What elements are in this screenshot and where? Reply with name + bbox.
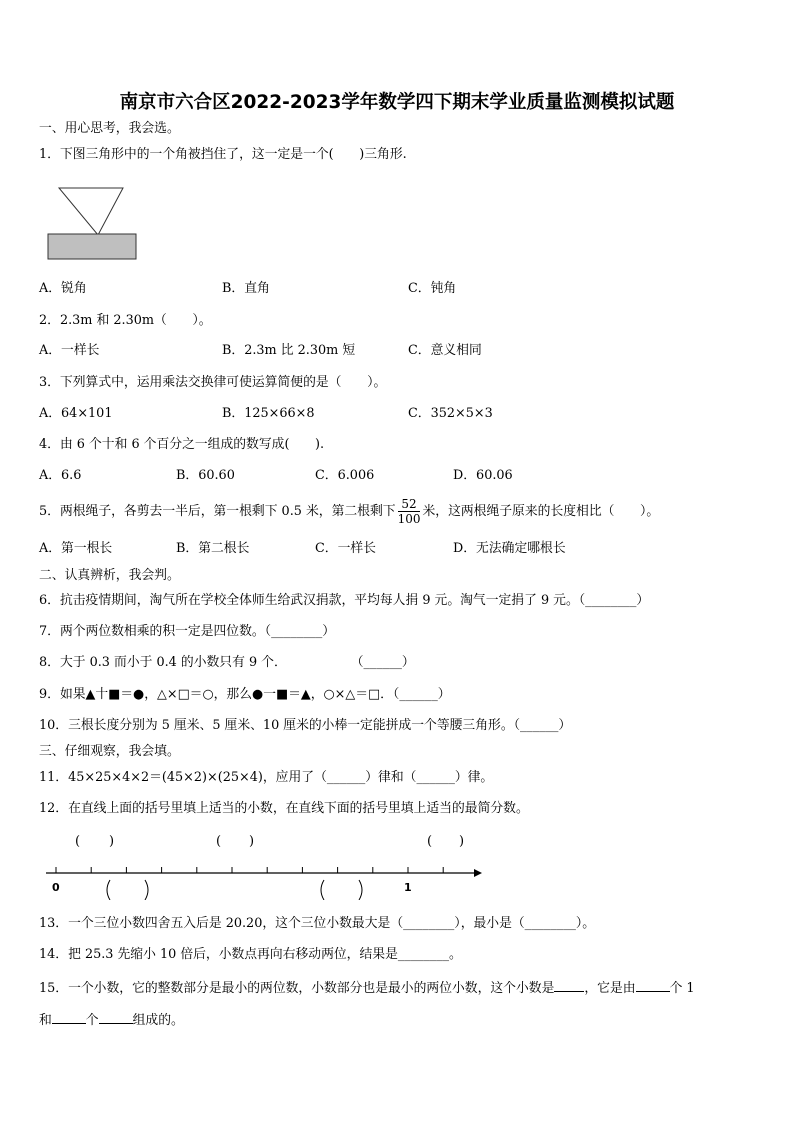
q15-blank-4[interactable] (99, 1011, 133, 1024)
q3-option-c[interactable]: C．352×5×3 (408, 406, 493, 421)
top-paren-right-2: ) (249, 834, 255, 849)
section-heading-1: 一、用心思考，我会选。 (39, 121, 180, 136)
q5-option-b[interactable]: B．第二根长 (176, 541, 250, 556)
q2-option-c[interactable]: C．意义相同 (408, 343, 482, 358)
cover-rectangle (48, 234, 136, 259)
question-11: 11．45×25×4×2＝(45×2)×(25×4)，应用了（______）律和（______）律。 (39, 770, 494, 785)
question-12: 12．在直线上面的括号里填上适当的小数，在直线下面的括号里填上适当的最简分数。 (39, 801, 529, 816)
question-3: 3．下列算式中，运用乘法交换律可使运算简便的是（ ）。 (39, 375, 387, 390)
fraction-52-100 (398, 497, 421, 526)
q15-text-b: ，它是由 (584, 981, 636, 996)
top-paren-left-1: ( (75, 834, 81, 849)
top-paren-right-3: ) (459, 834, 465, 849)
number-line-label-0: 0 (52, 881, 60, 894)
q15-blank-2[interactable] (636, 979, 670, 992)
question-15-line-2 (39, 1011, 184, 1029)
question-1: 1．下图三角形中的一个角被挡住了，这一定是一个( )三角形. (39, 147, 407, 162)
q3-option-b[interactable]: B．125×66×8 (222, 406, 315, 421)
top-paren-left-2: ( (216, 834, 222, 849)
question-7: 7．两个两位数相乘的积一定是四位数。（________） (39, 624, 336, 639)
q1-option-a[interactable]: A．锐角 (39, 281, 87, 296)
triangle-shape (59, 188, 123, 235)
q5-option-c[interactable]: C．一样长 (315, 541, 376, 556)
q4-option-d[interactable]: D．60.06 (453, 468, 513, 483)
q5-stem-post: 米，这两根绳子原来的长度相比（ ）。 (422, 504, 660, 519)
q5-option-a[interactable]: A．第一根长 (39, 541, 113, 556)
fraction-numerator: 52 (398, 497, 421, 512)
q15-blank-1[interactable] (554, 979, 584, 992)
question-14: 14．把 25.3 先缩小 10 倍后，小数点再向右移动两位，结果是________。 (39, 947, 462, 962)
q3-option-a[interactable]: A．64×101 (39, 406, 113, 421)
q15-text-a: 15．一个小数，它的整数部分是最小的两位数，小数部分也是最小的两位小数，这个小数是 (39, 981, 555, 996)
q2-option-a[interactable]: A．一样长 (39, 343, 100, 358)
page-title: 南京市六合区2022-2023学年数学四下期末学业质量监测模拟试题 (119, 92, 675, 113)
question-4: 4．由 6 个十和 6 个百分之一组成的数写成( ). (39, 437, 325, 452)
q15-text-d: 和 (39, 1013, 52, 1028)
bottom-bracket-right-1 (145, 880, 148, 900)
arrow-head-icon (474, 869, 482, 877)
bottom-bracket-left-2 (321, 880, 324, 900)
q15-text-c: 个 1 (669, 981, 695, 996)
question-8: 8．大于 0.3 而小于 0.4 的小数只有 9 个． （______） (39, 655, 415, 670)
q5-option-d[interactable]: D．无法确定哪根长 (453, 541, 566, 556)
question-5 (39, 497, 659, 527)
number-line-figure (38, 828, 488, 900)
covered-triangle-figure (44, 185, 140, 263)
q1-option-b[interactable]: B．直角 (222, 281, 270, 296)
top-paren-left-3: ( (427, 834, 433, 849)
bottom-bracket-left-1 (107, 880, 110, 900)
question-6: 6．抗击疫情期间，淘气所在学校全体师生给武汉捐款，平均每人捐 9 元。淘气一定捐了 9 元。（________） (39, 593, 650, 608)
q1-option-c[interactable]: C．钝角 (408, 281, 457, 296)
q4-option-a[interactable]: A．6.6 (39, 468, 82, 483)
q2-option-b[interactable]: B．2.3m 比 2.30m 短 (222, 343, 356, 358)
q4-option-b[interactable]: B．60.60 (176, 468, 235, 483)
q5-stem-pre: 5．两根绳子，各剪去一半后，第一根剩下 0.5 米，第二根剩下 (39, 504, 396, 519)
q4-option-c[interactable]: C．6.006 (315, 468, 375, 483)
question-2: 2．2.3m 和 2.30m（ ）。 (39, 313, 212, 328)
number-line-ticks (56, 867, 443, 873)
question-13: 13．一个三位小数四舍五入后是 20.20，这个三位小数最大是（________），最小是（________）。 (39, 916, 596, 931)
top-paren-right-1: ) (109, 834, 115, 849)
question-10: 10．三根长度分别为 5 厘米、5 厘米、10 厘米的小棒一定能拼成一个等腰三角形。（______） (39, 718, 572, 733)
q15-text-e: 个 (85, 1013, 99, 1028)
question-9: 9．如果▲十■＝●，△×□＝○，那么●一■＝▲，○×△＝□．（______） (39, 687, 451, 702)
fraction-denominator: 100 (397, 512, 421, 526)
section-heading-2: 二、认真辨析，我会判。 (39, 568, 180, 583)
question-15-line-1 (39, 979, 695, 997)
bottom-bracket-right-2 (359, 880, 362, 900)
q15-blank-3[interactable] (52, 1011, 86, 1024)
number-line-label-1: 1 (404, 881, 412, 894)
section-heading-3: 三、仔细观察，我会填。 (39, 744, 180, 759)
q15-text-f: 组成的。 (132, 1013, 184, 1028)
